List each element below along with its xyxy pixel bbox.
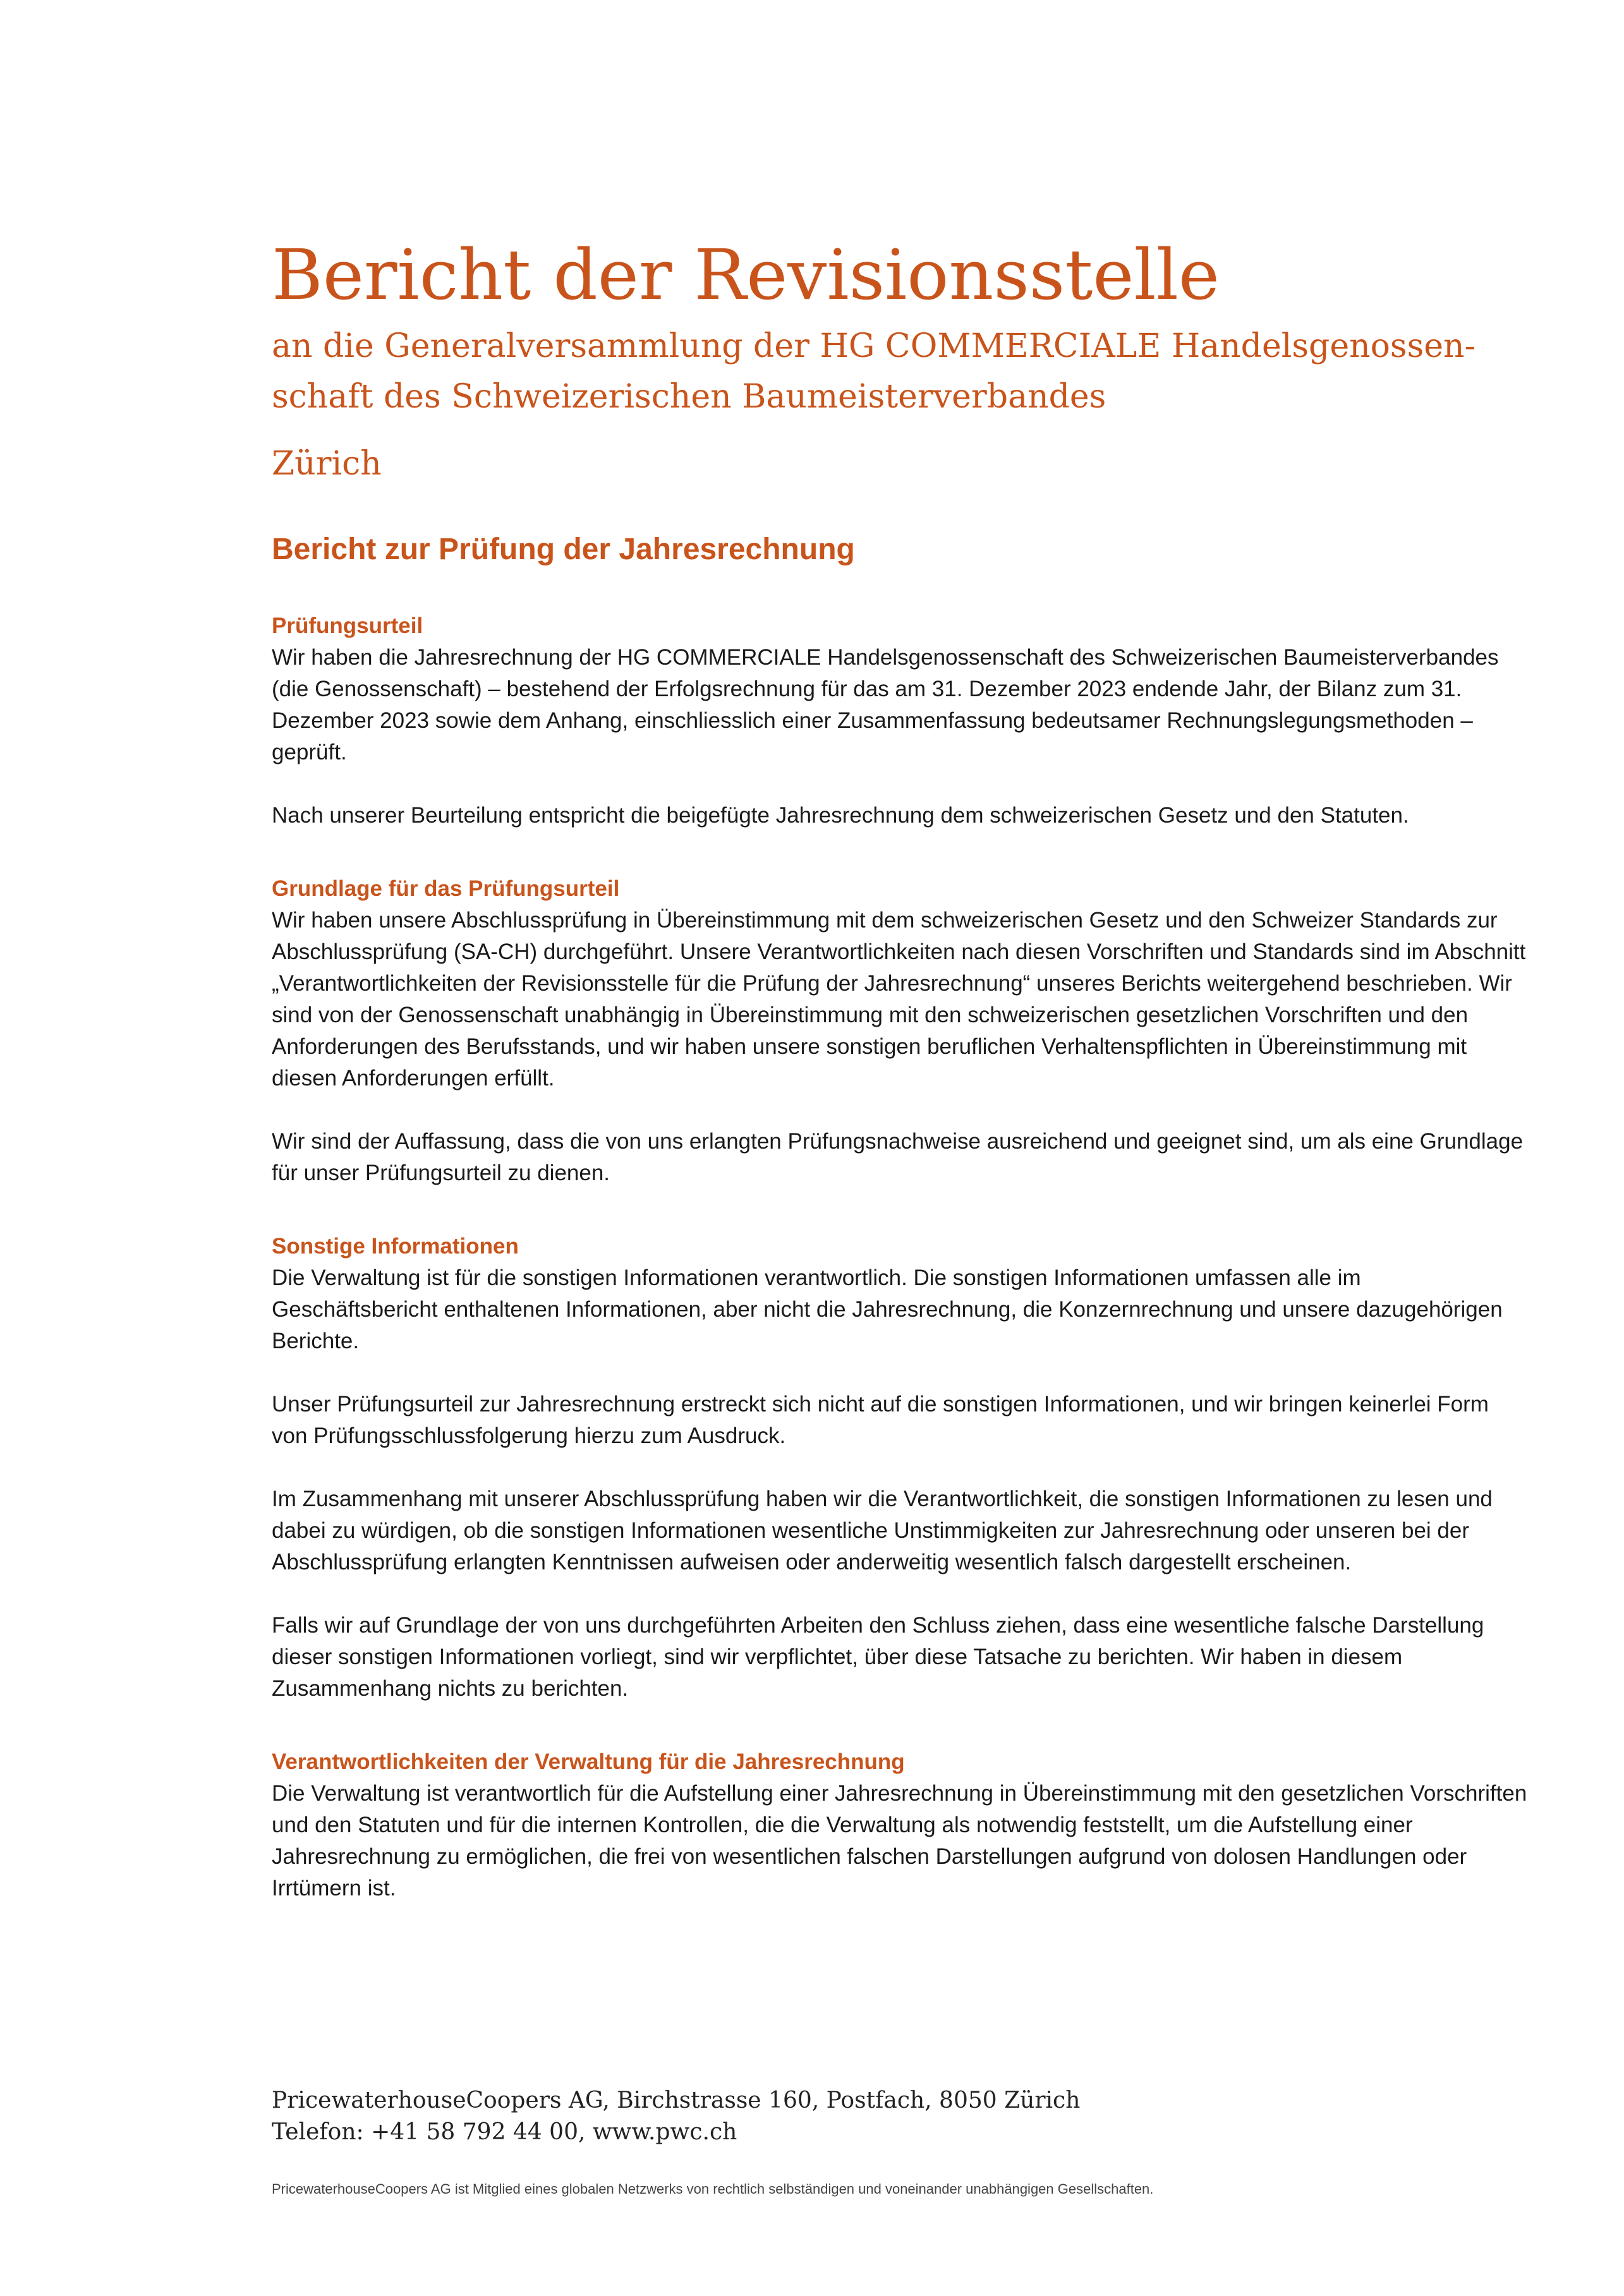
- paragraph: Nach unserer Beurteilung entspricht die beigefügte Jahresrechnung dem schweizerischen Gesetz und den Statuten.: [272, 803, 1409, 828]
- section-grundlage: [272, 873, 1529, 1189]
- document-city: Zürich: [272, 445, 382, 483]
- document-body: [272, 234, 1529, 1904]
- paragraph: Wir haben die Jahresrechnung der HG COMMERCIALE Handelsgenossenschaft des Schweizerischen Baumeisterverbandes (die Genossenschaft) – bestehend der Erfolgsrechnung für das am 31. Dezember 2023 endende Jahr, der Bilanz zum 31. Dezember 2023 sowie dem Anhang, einschliesslich einer Zusammenfassung bedeutsamer Rechnungslegungsmethoden – geprüft.: [272, 645, 1499, 764]
- footer-contact: Telefon: +41 58 792 44 00, www.pwc.ch: [272, 2119, 737, 2145]
- paragraph: Die Verwaltung ist verantwortlich für die Aufstellung einer Jahresrechnung in Übereinstimmung mit den gesetzlichen Vorschriften und den Statuten und für die internen Kontrollen, die die Verwaltung als notwendig feststellt, um die Aufstellung einer Jahresrechnung zu ermöglichen, die frei von wesentlichen falschen Darstellungen aufgrund von dolosen Handlungen oder Irrtümern ist.: [272, 1781, 1527, 1900]
- document-subtitle: an die Generalversammlung der HG COMMERCIALE Handelsgenossen-schaft des Schweizerischen Baumeisterverbandes: [272, 327, 1476, 416]
- paragraph: Im Zusammenhang mit unserer Abschlussprüfung haben wir die Verantwortlichkeit, die sonstigen Informationen zu lesen und dabei zu würdigen, ob die sonstigen Informationen wesentliche Unstimmigkeiten zur Jahresrechnung oder unseren bei der Abschlussprüfung erlangten Kenntnissen aufweisen oder anderweitig wesentlich falsch dargestellt erscheinen.: [272, 1487, 1493, 1574]
- paragraph: Die Verwaltung ist für die sonstigen Informationen verantwortlich. Die sonstigen Informationen umfassen alle im Geschäftsbericht enthaltenen Informationen, aber nicht die Jahresrechnung, die Konzernrechnung und unsere dazugehörigen Berichte.: [272, 1266, 1503, 1353]
- section-heading: Sonstige Informationen: [272, 1234, 519, 1259]
- section-pruefungsurteil: [272, 610, 1529, 831]
- footer-address: PricewaterhouseCoopers AG, Birchstrasse 160, Postfach, 8050 Zürich: [272, 2088, 1081, 2113]
- section-heading: Verantwortlichkeiten der Verwaltung für die Jahresrechnung: [272, 1749, 905, 1774]
- footer-legal-note: PricewaterhouseCoopers AG ist Mitglied eines globalen Netzwerks von rechtlich selbständigen und voneinander unabhängigen Gesellschaften.: [272, 2181, 1154, 2197]
- section-verantwortlichkeiten-verwaltung: [272, 1746, 1529, 1904]
- paragraph: Unser Prüfungsurteil zur Jahresrechnung erstreckt sich nicht auf die sonstigen Informationen, und wir bringen keinerlei Form von Prüfungsschlussfolgerung hierzu zum Ausdruck.: [272, 1392, 1489, 1448]
- section-sonstige-informationen: [272, 1231, 1529, 1705]
- paragraph: Falls wir auf Grundlage der von uns durchgeführten Arbeiten den Schluss ziehen, dass eine wesentliche falsche Darstellung dieser sonstigen Informationen vorliegt, sind wir verpflichtet, über diese Tatsache zu berichten. Wir haben in diesem Zusammenhang nichts zu berichten.: [272, 1613, 1484, 1701]
- paragraph: Wir haben unsere Abschlussprüfung in Übereinstimmung mit dem schweizerischen Gesetz und den Schweizer Standards zur Abschlussprüfung (SA-CH) durchgeführt. Unsere Verantwortlichkeiten nach diesen Vorschriften und Standards sind im Abschnitt „Verantwortlichkeiten der Revisionsstelle für die Prüfung der Jahresrechnung“ unseres Berichts weitergehend beschrieben. Wir sind von der Genossenschaft unabhängig in Übereinstimmung mit den schweizerischen gesetzlichen Vorschriften und den Anforderungen des Berufsstands, und wir haben unsere sonstigen beruflichen Verhaltenspflichten in Übereinstimmung mit diesen Anforderungen erfüllt.: [272, 908, 1526, 1091]
- footer: [272, 2085, 1529, 2148]
- document-title: Bericht der Revisionsstelle: [272, 234, 1220, 315]
- section-heading: Prüfungsurteil: [272, 613, 423, 638]
- report-heading: Bericht zur Prüfung der Jahresrechnung: [272, 533, 855, 566]
- section-heading: Grundlage für das Prüfungsurteil: [272, 876, 620, 901]
- paragraph: Wir sind der Auffassung, dass die von uns erlangten Prüfungsnachweise ausreichend und geeignet sind, um als eine Grundlage für unser Prüfungsurteil zu dienen.: [272, 1129, 1524, 1185]
